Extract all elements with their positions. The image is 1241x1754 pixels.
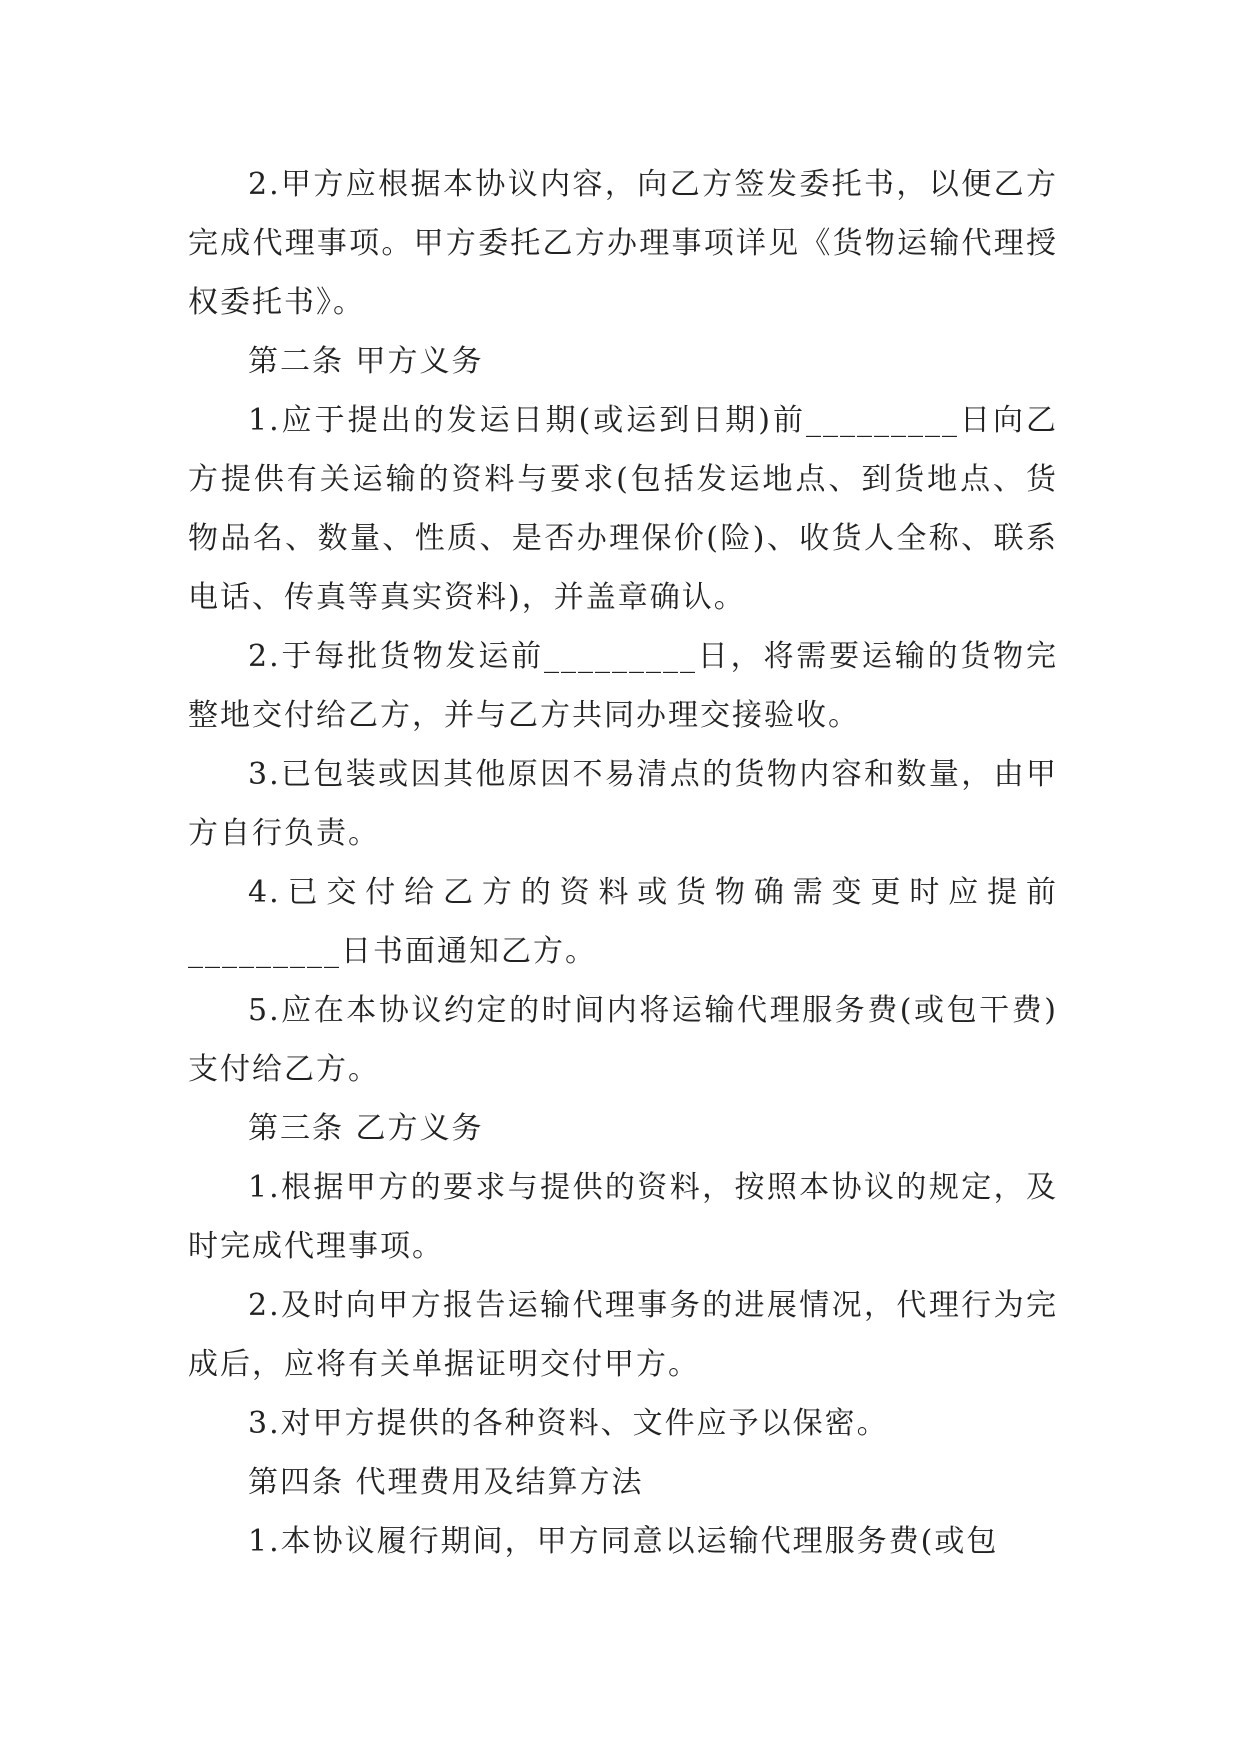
paragraph: 3.对甲方提供的各种资料、文件应予以保密。 bbox=[248, 1406, 889, 1441]
paragraph: 1.本协议履行期间，甲方同意以运输代理服务费(或包 bbox=[248, 1524, 999, 1559]
paragraph: 2.及时向甲方报告运输代理事务的进展情况，代理行为完成后，应将有关单据证明交付甲方。 bbox=[188, 1288, 1058, 1382]
paragraph: 1.应于提出的发运日期(或运到日期)前_________日向乙方提供有关运输的资料与要求(包括发运地点、到货地点、货物品名、数量、性质、是否办理保价(险)、收货人全称、联系电话、传真等真实资料)，并盖章确认。 bbox=[188, 403, 1058, 615]
paragraph: 3.已包装或因其他原因不易清点的货物内容和数量，由甲方自行负责。 bbox=[188, 757, 1058, 851]
document-body bbox=[188, 155, 1058, 1571]
paragraph: 4.已交付给乙方的资料或货物确需变更时应提前_________日书面通知乙方。 bbox=[188, 875, 1058, 969]
section-heading: 第四条 代理费用及结算方法 bbox=[248, 1465, 644, 1500]
section-heading: 第二条 甲方义务 bbox=[248, 344, 484, 379]
paragraph: 2.甲方应根据本协议内容，向乙方签发委托书，以便乙方完成代理事项。甲方委托乙方办理事项详见《货物运输代理授权委托书》。 bbox=[188, 167, 1058, 320]
paragraph: 2.于每批货物发运前_________日，将需要运输的货物完整地交付给乙方，并与乙方共同办理交接验收。 bbox=[188, 639, 1058, 733]
paragraph: 5.应在本协议约定的时间内将运输代理服务费(或包干费)支付给乙方。 bbox=[188, 993, 1058, 1087]
section-heading: 第三条 乙方义务 bbox=[248, 1111, 484, 1146]
paragraph: 1.根据甲方的要求与提供的资料，按照本协议的规定，及时完成代理事项。 bbox=[188, 1170, 1058, 1264]
